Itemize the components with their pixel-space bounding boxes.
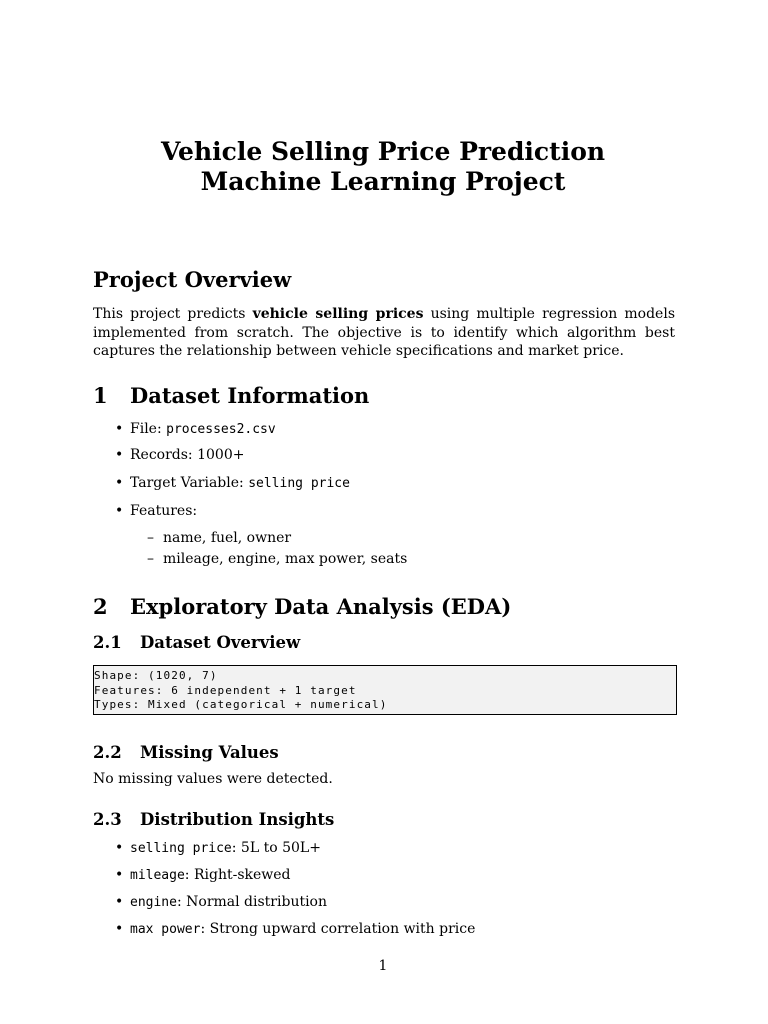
list-item: • mileage: Right-skewed bbox=[115, 867, 291, 883]
features-sublist bbox=[147, 530, 407, 572]
code-line: Features: 6 independent + 1 target bbox=[94, 683, 357, 697]
overview-heading: Project Overview bbox=[93, 267, 292, 292]
list-item: • Target Variable: selling price bbox=[115, 475, 350, 491]
list-item: • Features: bbox=[115, 503, 198, 519]
code-line: Shape: (1020, 7) bbox=[94, 669, 218, 682]
overview-paragraph bbox=[93, 305, 675, 361]
overview-bold-text: vehicle selling prices bbox=[252, 306, 424, 322]
section-number: 2 bbox=[93, 594, 108, 619]
document-title bbox=[93, 137, 673, 197]
subsection-2-3-heading: 2.3 Distribution Insights bbox=[93, 810, 335, 829]
list-item: • File: processes2.csv bbox=[115, 421, 276, 437]
section-title: Dataset Information bbox=[130, 383, 370, 408]
list-item: • selling price: 5L to 50L+ bbox=[115, 840, 321, 856]
section-2-heading bbox=[93, 594, 511, 619]
document-page bbox=[93, 0, 679, 1024]
missing-values-text: No missing values were detected. bbox=[93, 771, 333, 787]
code-block bbox=[93, 665, 677, 715]
section-title: Exploratory Data Analysis (EDA) bbox=[130, 594, 512, 619]
title-line-1: Vehicle Selling Price Prediction bbox=[160, 137, 606, 166]
subsection-2-2-heading: 2.2 Missing Values bbox=[93, 743, 279, 762]
insights-list bbox=[113, 840, 475, 948]
subsection-2-1-heading: 2.1 Dataset Overview bbox=[93, 633, 301, 652]
overview-text-after: using multiple regression models implemented from scratch. The objective is to identify which algorithm best captures the relationship between vehicle specifications and market price. bbox=[93, 306, 676, 359]
title-line-2: Machine Learning Project bbox=[200, 167, 566, 196]
overview-text-before: This project predicts bbox=[93, 306, 253, 322]
page-number: 1 bbox=[378, 958, 388, 974]
list-item: – mileage, engine, max power, seats bbox=[147, 551, 408, 567]
section-1-heading bbox=[93, 383, 369, 408]
list-item: • max power: Strong upward correlation with price bbox=[115, 921, 476, 937]
list-item: • engine: Normal distribution bbox=[115, 894, 328, 910]
section-number: 1 bbox=[93, 383, 108, 408]
list-item: • Records: 1000+ bbox=[115, 447, 245, 463]
code-line: Types: Mixed (categorical + numerical) bbox=[94, 698, 388, 711]
dataset-info-list bbox=[113, 421, 350, 527]
list-item: – name, fuel, owner bbox=[147, 530, 292, 546]
